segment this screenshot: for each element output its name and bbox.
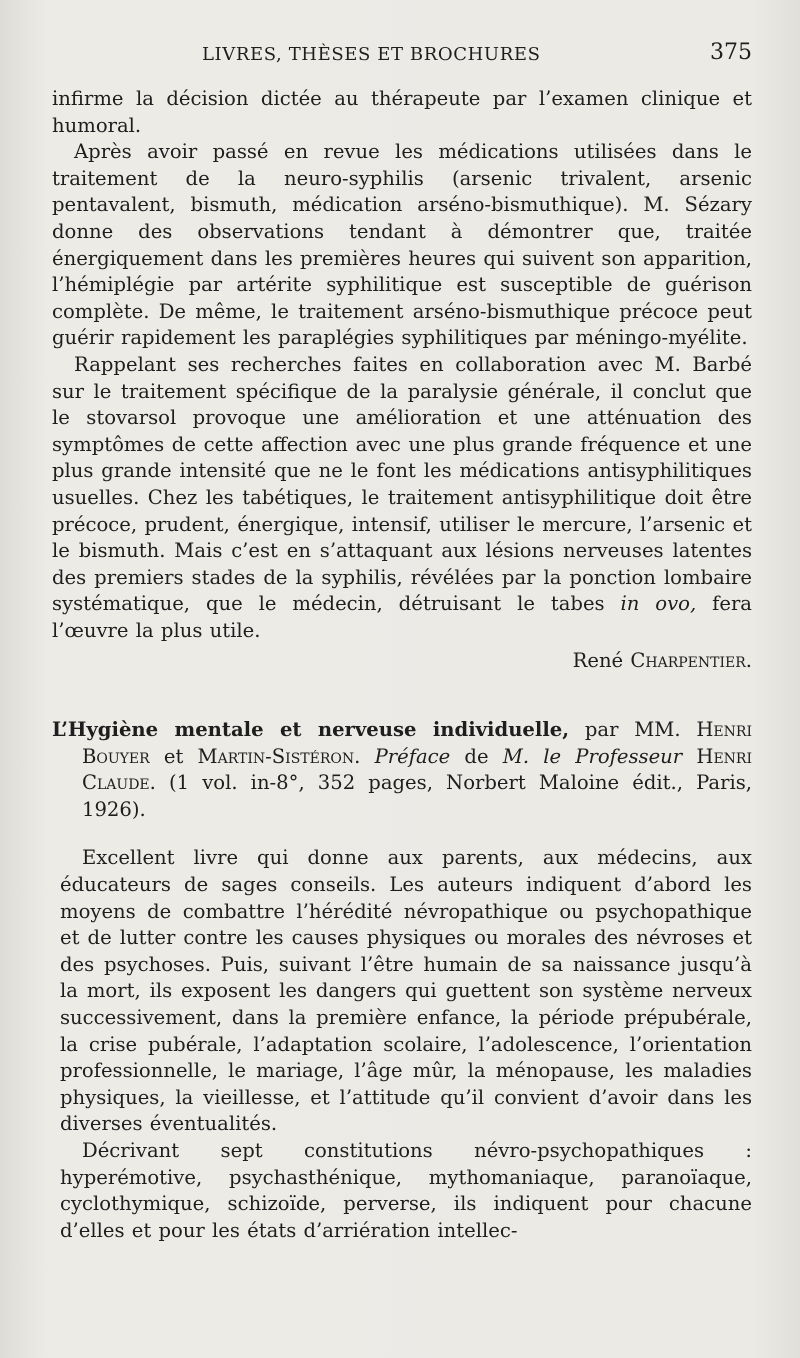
paragraph-constitutions: Décrivant sept constitutions névro-psychopathiques : hyperémotive, psychasthénique, mythomaniaque, paranoïaque, cyclothymique, schizoïde, perverse, ils indiquent pour chacune d’elles et pour les états d’arriération intellec-: [60, 1138, 752, 1242]
review-neurosyphilis: [52, 86, 752, 675]
review-hygiene-mentale: [52, 717, 752, 1244]
reviewer-signature: [52, 648, 752, 675]
preface-label: Préface: [374, 744, 451, 768]
paragraph-text-end: fera l’œuvre la plus utile.: [52, 592, 752, 642]
preface-who: M. le Professeur: [502, 744, 683, 768]
paragraph-text: Rappelant ses recherches faites en collaboration avec M. Barbé sur le traitement spécifique de la paralysie générale, il conclut que le stovarsol provoque une amélioration et une atténuation des symptômes de cette affection avec une plus grande fréquence et une plus grande intensité que ne le font les médications antisyphilitiques usuelles. Chez les tabétiques, le traitement antisyphilitique doit être précoce, prudent, énergique, intensif, utiliser le mercure, l’arsenic et le bismuth. Mais c’est en s’attaquant aux lésions nerveuses latentes des premiers stades de la syphilis, révélées par la ponction lombaire systématique, que le médecin, détruisant le tabes: [52, 352, 752, 616]
review-body: [52, 845, 752, 1244]
book-title: L’Hygiène mentale et nerveuse individuelle,: [52, 718, 570, 742]
paragraph-stovarsol: [52, 352, 752, 645]
paragraph-medications: Après avoir passé en revue les médications utilisées dans le traitement de la neuro-syphilis (arsenic trivalent, arsenic pentavalent, bismuth, médication arséno-bismuthique). M. Sézary donne des observations tendant à démontrer que, traitée énergiquement dans les premières heures qui suivent son apparition, l’hémiplégie par artérite syphilitique est susceptible de guérison complète. De même, le traitement arséno-bismuthique précoce peut guérir rapidement les paraplégies syphilitiques par méningo-myélite.: [52, 140, 752, 350]
author-1: Henri Bouyer: [82, 718, 752, 768]
paragraph-excellent-livre: Excellent livre qui donne aux parents, aux médecins, aux éducateurs de sages conseils. Les auteurs indiquent d’abord les moyens de combattre l’hérédité névropathique ou psychopathique et de lutter contre les causes physiques ou morales des névroses et des psychoses. Puis, suivant l’être humain de sa naissance jusqu’à la mort, ils exposent les dangers qui guettent son système nerveux successivement, dans la première enfance, la période prépubérale, la crise pubérale, l’adaptation scolaire, l’adolescence, l’orientation professionnelle, le mariage, l’âge mûr, la ménopause, les maladies physiques, la vieillesse, et l’attitude qu’il convient d’avoir dans les diverses éventualités.: [60, 846, 752, 1136]
paragraph-continuation: infirme la décision dictée au thérapeute par l’examen clinique et humoral.: [52, 87, 752, 137]
signature-first-name: René: [572, 649, 631, 673]
signature-last-name: Charpentier.: [630, 649, 752, 673]
preface-de: de: [450, 744, 503, 768]
running-head: LIVRES, THÈSES ET BROCHURES: [202, 44, 541, 65]
publication-info: (1 vol. in-8°, 352 pages, Norbert Maloine édit., Paris, 1926).: [82, 771, 752, 821]
book-entry-heading: [52, 717, 752, 823]
and-text: et: [149, 744, 198, 768]
preface-name: Henri Claude.: [82, 744, 753, 795]
author-2: Martin-Sistéron.: [197, 744, 361, 768]
page-number: 375: [710, 40, 752, 65]
by-text: par MM.: [569, 718, 697, 742]
page-header: [52, 38, 752, 78]
italic-phrase: in ovo,: [620, 592, 697, 616]
